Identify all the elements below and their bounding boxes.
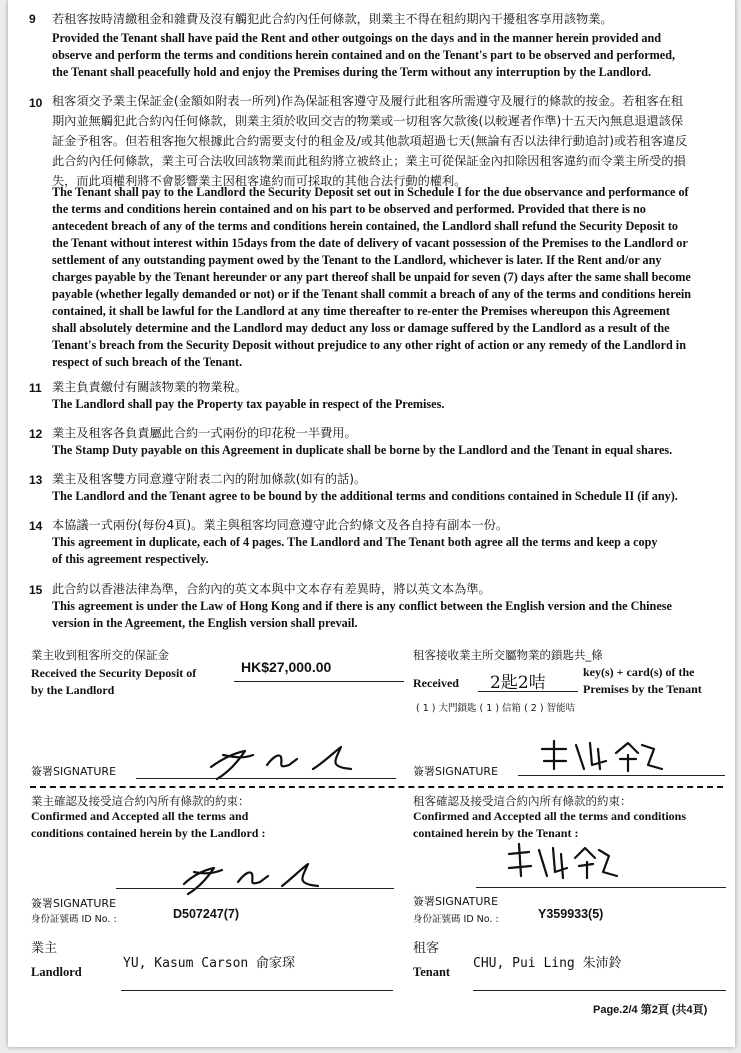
clause-english-text: The Tenant shall pay to the Landlord the Security Deposit set out in Schedule I for the due observance and performance of the terms and conditions herein contained and on his part to be observed and performed. Provided that there is no antecedent breach of any of the terms and conditions herein contained, the Landlord shall refund the Security Deposit to the Tenant without interest within 15days from the date of delivery of vacant possession of the Premises to the Landlord or settlement of any outstanding payment owed by the Tenant to the Landlord, whichever is later. If the Rent and/or any charges payable by the Tenant hereunder or any part thereof shall be unpaid for seven (7) days after the same shall become payable (whether legally demanded or not) or if the Tenant shall commit a breach of any of the terms and conditions herein contained, it shall be lawful for the Landlord at any time thereafter to re-enter the Premises whereupon this Agreement shall absolutely determine and the Landlord may deduct any loss or damage suffered by the Landlord as a result of the Tenant's breach from the Security Deposit without prejudice to any other right of action or any remedy of the Landlord in respect of such breach of the Tenant. xyxy=(52,185,692,369)
keys-note-2: Premises by the Tenant xyxy=(583,682,702,696)
clause-number: 10 xyxy=(29,96,43,110)
keys-detail: ( 1 ) 大門鎖匙 ( 1 ) 信箱 ( 2 ) 智能咭 xyxy=(416,703,576,714)
clause-chinese-text: 若租客按時清繳租金和雜費及沒有觸犯此合約內任何條款，則業主不得在租約期內干擾租客享用該物業。 xyxy=(52,12,613,26)
clause-chinese-text: 本協議一式兩份(每份4頁)。業主與租客均同意遵守此合約條文及各自持有副本一份。 xyxy=(52,518,509,532)
clause-number: 15 xyxy=(29,583,43,597)
landlord-confirm-signature-image xyxy=(168,852,328,900)
clause-english-text: This agreement is under the Law of Hong Kong and if there is any conflict between the English version and the Chinese version in the Agreement, the English version shall prevail. xyxy=(52,599,672,630)
deposit-english-label-2: by the Landlord xyxy=(31,683,115,697)
tenant-signature-line xyxy=(518,775,725,776)
landlord-name: YU, Kasum Carson 俞家琛 xyxy=(123,956,296,971)
tenant-signature-label: 簽署SIGNATURE xyxy=(413,765,499,778)
clause-chinese-text: 業主及租客各負責屬此合約一式兩份的印花稅一半費用。 xyxy=(52,426,357,440)
keys-count: 2匙2咭 xyxy=(490,673,546,693)
clause-number: 13 xyxy=(29,473,43,487)
landlord-name-line xyxy=(121,990,393,991)
clause-number: 9 xyxy=(29,12,36,26)
clause-english-text: Provided the Tenant shall have paid the Rent and other outgoings on the days and in the manner herein provided and observe and perform the terms and conditions herein contained and on the Tenant's part to be observed and performed, the Tenant shall peacefully hold and enjoy the Premises during the Term without any interruption by the Landlord. xyxy=(52,31,676,79)
clause-english-text: The Landlord shall pay the Property tax payable in respect of the Premises. xyxy=(52,397,445,411)
landlord-signature-line xyxy=(136,778,396,779)
document-page xyxy=(8,0,735,1047)
clause-number: 14 xyxy=(29,519,43,533)
page-number: Page.2/4 第2頁 (共4頁) xyxy=(593,1004,708,1016)
landlord-role-english: Landlord xyxy=(31,965,82,979)
landlord-role-chinese: 業主 xyxy=(31,941,58,956)
clause-english-text: The Landlord and the Tenant agree to be bound by the additional terms and conditions contained in Schedule II (if any). xyxy=(52,489,678,503)
landlord-confirm-english-2: conditions contained herein by the Landlord : xyxy=(31,826,266,840)
landlord-signature-label: 簽署SIGNATURE xyxy=(31,765,117,778)
keys-note-1: key(s) + card(s) of the xyxy=(583,665,695,679)
clause-number: 12 xyxy=(29,427,43,441)
clause-chinese-text: 業主負責繳付有關該物業的物業稅。 xyxy=(52,380,247,394)
landlord-confirm-chinese: 業主確認及接受這合約內所有條款的約束： xyxy=(31,794,250,808)
clause-english-text: The Stamp Duty payable on this Agreement in duplicate shall be borne by the Landlord and the Tenant in equal shares. xyxy=(52,443,673,457)
section-separator xyxy=(30,786,723,788)
tenant-confirm-english-2: contained herein by the Tenant : xyxy=(413,826,579,840)
landlord-confirm-signature-line xyxy=(116,888,394,889)
tenant-name: CHU, Pui Ling 朱沛鈴 xyxy=(473,956,622,971)
keys-count-line xyxy=(478,691,578,692)
tenant-signature-label-2: 簽署SIGNATURE xyxy=(413,895,499,908)
tenant-role-english: Tenant xyxy=(413,965,451,979)
tenant-confirm-signature-line xyxy=(476,887,726,888)
landlord-signature-label-2: 簽署SIGNATURE xyxy=(31,897,117,910)
tenant-confirm-english-1: Confirmed and Accepted all the terms and conditions xyxy=(413,809,686,823)
clause-number: 11 xyxy=(29,381,42,395)
tenant-role-chinese: 租客 xyxy=(413,941,440,956)
landlord-confirm-english-1: Confirmed and Accepted all the terms and xyxy=(31,809,249,823)
tenant-signature-image xyxy=(536,735,676,777)
tenant-id-label: 身份証號碼 ID No. : xyxy=(413,914,499,925)
keys-chinese-label: 租客接收業主所交屬物業的鎖匙共_條 xyxy=(413,648,603,662)
clause-chinese-text: 業主及租客雙方同意遵守附表二內的附加條款(如有的話)。 xyxy=(52,472,367,486)
clause-chinese-text: 此合約以香港法律為準，合約內的英文本與中文本存有差異時，將以英文本為準。 xyxy=(52,582,491,596)
deposit-amount: HK$27,000.00 xyxy=(241,659,332,675)
tenant-id-number: Y359933(5) xyxy=(538,907,604,921)
deposit-amount-line xyxy=(234,681,404,682)
deposit-english-label-1: Received the Security Deposit of xyxy=(31,666,197,680)
tenant-name-line xyxy=(473,990,726,991)
tenant-confirm-signature-image xyxy=(503,840,623,888)
landlord-id-label: 身份証號碼 ID No. : xyxy=(31,914,117,925)
keys-received-label: Received xyxy=(413,676,459,690)
landlord-id-number: D507247(7) xyxy=(173,907,240,921)
clause-english-text: This agreement in duplicate, each of 4 pages. The Landlord and The Tenant both agree all the terms and keep a copy of this agreement respectively. xyxy=(52,535,658,566)
tenant-confirm-chinese: 租客確認及接受這合約內所有條款的約束： xyxy=(413,794,632,808)
clause-chinese-text: 租客須交予業主保証金(金額如附表一所列)作為保証租客遵守及履行此租客所需遵守及履行的條款的按金。若租客在租 期內並無觸犯此合約內任何條款，則業主須於收回交吉的物業或一切租客欠款後(以較遲者作準)十五天內無息退還該保 証金予租客。但若租客拖欠根據此合約需要支付的租金及/或其他款項超過七天(無論有否以法律行動追討)或若租客違反 此合約內任何條款，業主可合法收回該物業而此租約將立被終止；業主可從保証金內扣除因租客違約而令業主所受的損 失，而此項權利將不會影響業主因租客違約而可採取的其他合法行動的權利。 xyxy=(52,94,688,188)
deposit-chinese-label: 業主收到租客所交的保証金 xyxy=(31,648,169,662)
